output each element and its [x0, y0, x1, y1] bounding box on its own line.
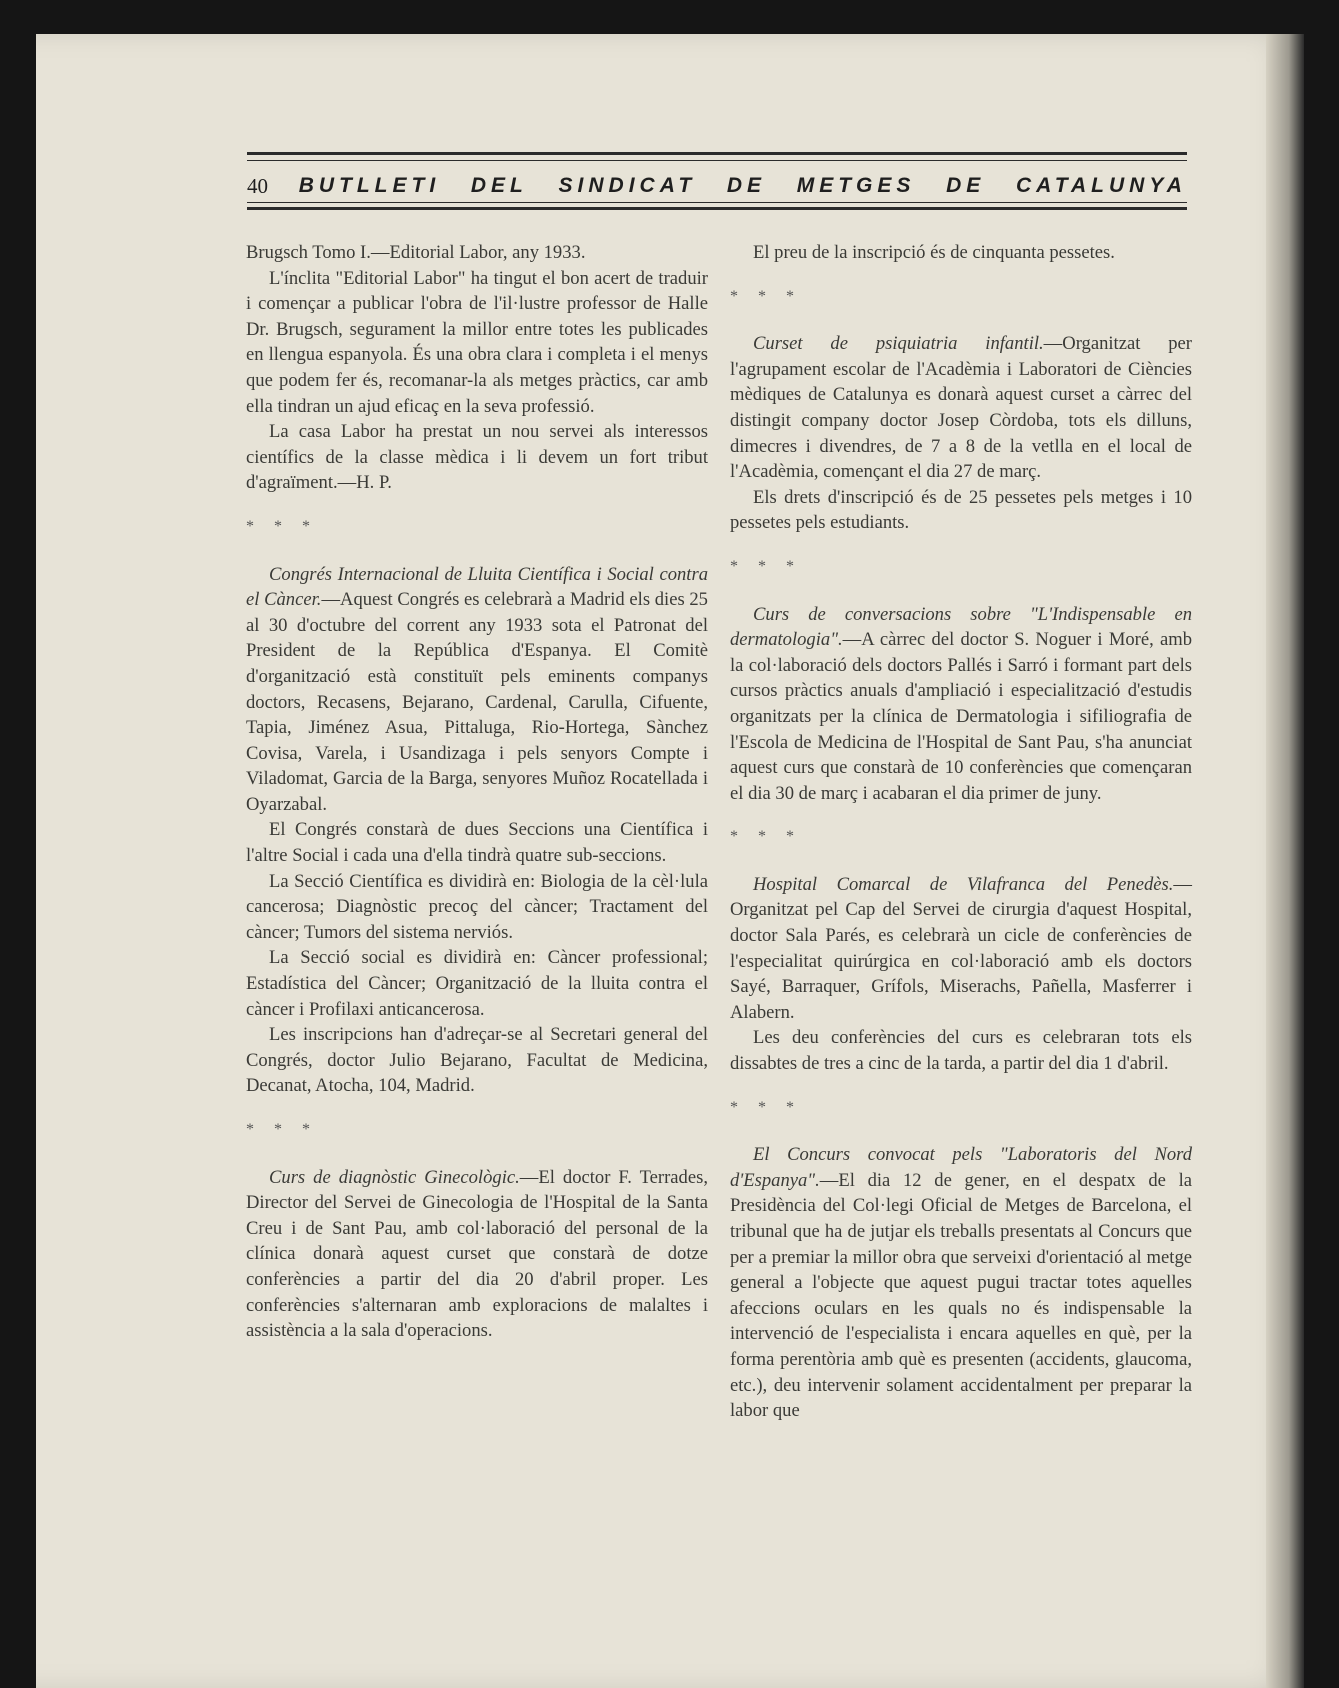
article-text: —Organitzat per l'agrupament escolar de l'Acadèmia i Laboratori de Ciències mèdiques de Catalunya es donarà aquest curset a càrrec del distingit company doctor Josep Còrdoba, tots els dilluns, dimecres i divendres, de 7 a 8 de la vetlla en el local de l'Acadèmia, començant el dia 27 de març. — [730, 333, 1192, 483]
title-word: DE — [726, 174, 767, 197]
header-rule — [247, 152, 1187, 155]
section-separator: * * * — [730, 828, 802, 846]
section-separator: * * * — [730, 557, 802, 575]
article-text: —Organitzat pel Cap del Servei de cirurgia d'aquest Hospital, doctor Sala Parés, es celebrarà un cicle de conferències de l'especialitat quirúrgica en col·laboració amb els doctors Sayé, Barraquer, Grífols, Miserachs, Pañella, Masferrer i Alabern. — [730, 873, 1192, 1023]
article-title: Hospital Comarcal de Vilafranca del Penedès. — [753, 873, 1174, 895]
title-word: DEL — [470, 174, 528, 197]
article-title: Curset de psiquiatria infantil. — [753, 333, 1044, 355]
page-number: 40 — [247, 173, 268, 198]
paragraph: La Secció social es dividirà en: Càncer professional; Estadística del Càncer; Organització de la lluita contra el càncer i Profilaxi anticancerosa. — [246, 947, 708, 1020]
article-conversacions — [730, 602, 1192, 807]
page-header — [247, 152, 1187, 214]
article-hospital — [730, 872, 1192, 1026]
article-title: Curs de conversacions sobre "L'Indispensable en dermatologia". — [730, 603, 1192, 651]
article-curs — [246, 1165, 708, 1344]
paragraph: El Congrés constarà de dues Seccions una Científica i l'altre Social i cada una d'ella tindrà quatre sub-seccions. — [246, 819, 708, 867]
title-word: DE — [946, 174, 986, 197]
paragraph: Les deu conferències del curs es celebraran tots els dissabtes de tres a cinc de la tarda, a partir del dia 1 d'abril. — [730, 1027, 1192, 1075]
paragraph: El preu de la inscripció és de cinquanta pessetes. — [753, 242, 1115, 263]
article-curset — [730, 331, 1192, 485]
article-title: El Concurs convocat pels "Laboratoris del Nord d'Espanya". — [730, 1144, 1192, 1191]
article-concurs — [730, 1142, 1192, 1424]
article-text: —El doctor F. Terrades, Director del Servei de Ginecologia de l'Hospital de la Santa Creu i de Sant Pau, amb col·laboració del personal de la clínica donarà aquest curset que constarà de dotze conferències a partir del dia 20 d'abril proper. Les conferències s'alternaran amb exploracions de malaltes i assistència a la sala d'operacions. — [246, 1166, 708, 1342]
section-separator: * * * — [730, 1098, 802, 1116]
title-word: CATALUNYA — [1015, 174, 1187, 197]
right-column — [730, 240, 1192, 1424]
section-separator: * * * — [730, 287, 802, 305]
paragraph: L'ínclita "Editorial Labor" ha tingut el bon acert de traduir i començar a publicar l'obra de l'il·lustre professor de Halle Dr. Brugsch, segurament la millor entre totes les publicades en llengua espanyola. És una obra clara i completa i el menys que podem fer és, recomanar-la als metges pràctics, car amb ella tindran un ajud eficaç en la seva professió. — [246, 267, 708, 417]
page-edge — [1266, 34, 1304, 1688]
article-text: —Aquest Congrés es celebrarà a Madrid els dies 25 al 30 d'octubre del corrent any 1933 sota el Patronat del President de la República d'Espanya. El Comitè d'organització està constituït pels eminents companys doctors, Recasens, Bejarano, Cardenal, Carulla, Cifuente, Tapia, Jiménez Asua, Pittaluga, Rio-Hortega, Sànchez Covisa, Varela, i Usandizaga i pels senyors Compte i Viladomat, Garcia de la Barga, senyores Muñoz Rocatellada i Oyarzabal. — [246, 589, 708, 815]
section-separator: * * * — [246, 517, 318, 535]
header-rule — [247, 160, 1187, 161]
title-word: SINDICAT — [558, 174, 697, 197]
article-text: —A càrrec del doctor S. Noguer i Moré, amb la col·laboració dels doctors Pallés i Sarró i formant part dels cursos pràctics anuals d'ampliació i especialització d'estudis organitzats per la clínica de Dermatologia i sifiliografia de l'Escola de Medicina de l'Hospital de Sant Pau, s'ha anunciat aquest curs que constarà de 10 conferències que començaran el dia 30 de març i acabaran el dia primer de juny. — [730, 629, 1192, 804]
paragraph: La casa Labor ha prestat un nou servei als interessos científics de la classe mèdica i li devem un fort tribut d'agraïment.—H. P. — [246, 421, 708, 494]
running-title — [247, 172, 1187, 200]
paragraph: La Secció Científica es dividirà en: Biologia de la cèl·lula cancerosa; Diagnòstic precoç del càncer; Tractament del càncer; Tumors del sistema nerviós. — [246, 870, 708, 943]
article-title: Curs de diagnòstic Ginecològic. — [269, 1166, 520, 1188]
title-word: METGES — [796, 174, 916, 197]
header-rule — [247, 207, 1187, 210]
title-word: BUTLLETI — [298, 174, 441, 197]
header-rule — [247, 202, 1187, 203]
article-title: Congrés Internacional de Lluita Científica i Social contra el Càncer. — [246, 563, 708, 611]
article-congres — [246, 562, 708, 818]
paragraph: Brugsch Tomo I.—Editorial Labor, any 1933. — [246, 242, 586, 263]
left-column — [246, 240, 708, 1344]
article-text: —El dia 12 de gener, en el despatx de la Presidència del Col·legi Oficial de Metges de Barcelona, el tribunal que ha de jutjar els treballs presentats al Concurs que per a premiar la millor obra que serveixi d'orientació al metge general a l'objecte que aquest pugui tractar totes aquelles afeccions oculars en les quals no és indispensable la intervenció de l'especialista i encara aquelles en què, per la forma perentòria amb què es presenten (accidents, glaucoma, etc.), deu intervenir solament accidentalment per preparar la labor que — [730, 1169, 1192, 1422]
paragraph: Els drets d'inscripció és de 25 pessetes pels metges i 10 pessetes pels estudiants. — [730, 486, 1192, 534]
paragraph: Les inscripcions han d'adreçar-se al Secretari general del Congrés, doctor Julio Bejarano, Facultat de Medicina, Decanat, Atocha, 104, Madrid. — [246, 1024, 708, 1097]
section-separator: * * * — [246, 1121, 318, 1138]
